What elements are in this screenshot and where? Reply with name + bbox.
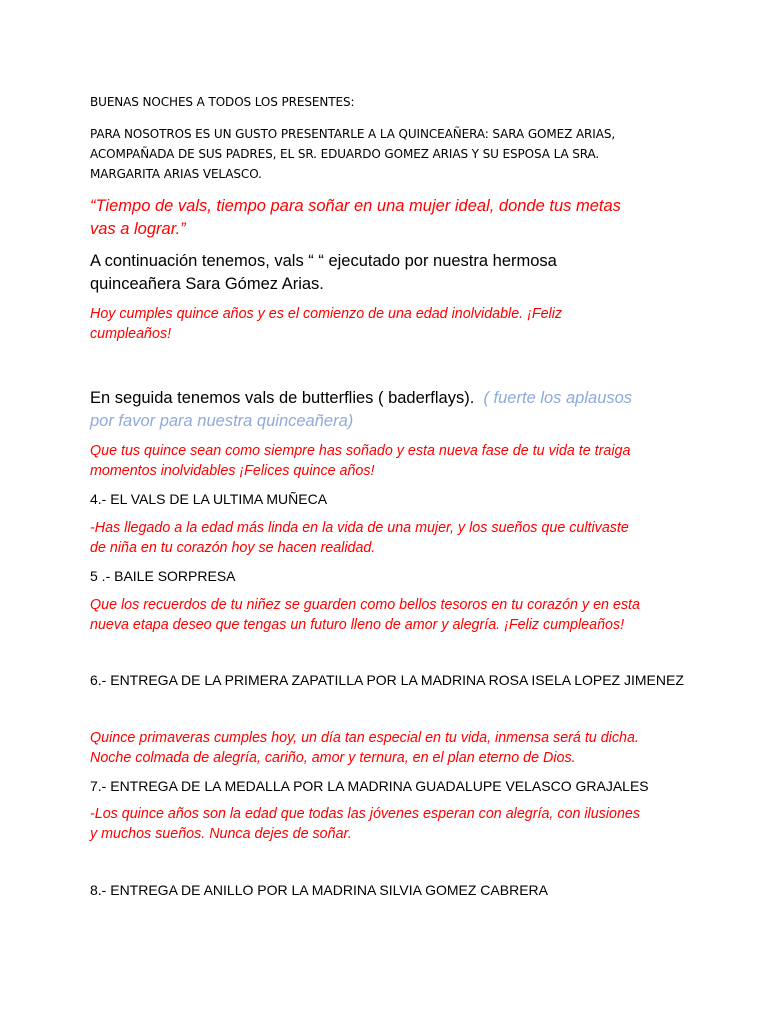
program-item [90,777,690,796]
vals-announcement [90,250,690,296]
vals-quote-line: “Tiempo de vals, tiempo para soñar en una mujer ideal, donde tus metas [90,197,621,215]
program-item-text: 5 .- BAILE SORPRESA [90,568,236,584]
program-item [90,490,690,509]
birthday-wish-line: de niña en tu corazón hoy se hacen realidad. [90,539,376,556]
intro-line: PARA NOSOTROS ES UN GUSTO PRESENTARLE A LA QUINCEAÑERA: SARA GOMEZ ARIAS, [90,127,616,141]
greeting-text [90,92,690,112]
birthday-wish-line: cumpleaños! [90,325,172,342]
program-item-text: 6.- ENTREGA DE LA PRIMERA ZAPATILLA POR LA MADRINA ROSA ISELA LOPEZ JIMENEZ [90,672,684,688]
birthday-wish-line: momentos inolvidables ¡Felices quince años! [90,462,375,479]
birthday-wish-line: -Has llegado a la edad más linda en la vida de una mujer, y los sueños que cultivaste [90,520,629,536]
program-item [90,567,690,586]
birthday-wish-line: Noche colmada de alegría, cariño, amor y ternura, en el plan eterno de Dios. [90,749,576,766]
birthday-wish-line: Quince primaveras cumples hoy, un día tan especial en tu vida, inmensa será tu dicha. [90,730,639,746]
butterflies-line [90,387,690,410]
intro-line: MARGARITA ARIAS VELASCO. [90,167,262,181]
program-item-text: 7.- ENTREGA DE LA MEDALLA POR LA MADRINA GUADALUPE VELASCO GRAJALES [90,778,649,794]
butterflies-announcement [90,387,690,433]
birthday-wish-line: -Los quince años son la edad que todas las jóvenes esperan con alegría, con ilusiones [90,806,641,822]
applause-aside-line: por favor para nuestra quinceañera) [90,412,354,430]
program-item [90,881,690,900]
vals-announcement-line: quinceañera Sara Gómez Arias. [90,275,324,293]
intro-line: ACOMPAÑADA DE SUS PADRES, EL SR. EDUARDO GOMEZ ARIAS Y SU ESPOSA LA SRA. [90,147,600,161]
vals-announcement-line: A continuación tenemos, vals “ “ ejecutado por nuestra hermosa [90,252,557,270]
intro-paragraph [90,124,690,184]
birthday-wish-line: Que tus quince sean como siempre has soñado y esta nueva fase de tu vida te traiga [90,443,631,459]
program-item [90,671,690,690]
vals-quote-line: vas a lograr.” [90,220,186,238]
birthday-wish [90,596,690,635]
vals-quote [90,195,690,241]
birthday-wish-line: nueva etapa deseo que tengas un futuro lleno de amor y alegría. ¡Feliz cumpleaños! [90,616,625,633]
birthday-wish [90,805,690,844]
greeting-line: BUENAS NOCHES A TODOS LOS PRESENTES: [90,95,355,109]
birthday-wish-line: Que los recuerdos de tu niñez se guarden como bellos tesoros en tu corazón y en esta [90,597,640,613]
birthday-wish [90,442,690,481]
birthday-wish-line: Hoy cumples quince años y es el comienzo de una edad inolvidable. ¡Feliz [90,306,563,322]
program-item-text: 4.- EL VALS DE LA ULTIMA MUÑECA [90,491,328,507]
applause-aside: ( fuerte los aplausos [483,389,633,407]
program-item-text: 8.- ENTREGA DE ANILLO POR LA MADRINA SILVIA GOMEZ CABRERA [90,882,548,898]
birthday-wish [90,519,690,558]
birthday-wish [90,729,690,768]
birthday-wish [90,305,690,344]
birthday-wish-line: y muchos sueños. Nunca dejes de soñar. [90,825,352,842]
butterflies-main-text: En seguida tenemos vals de butterflies ( baderflays). [90,389,475,407]
